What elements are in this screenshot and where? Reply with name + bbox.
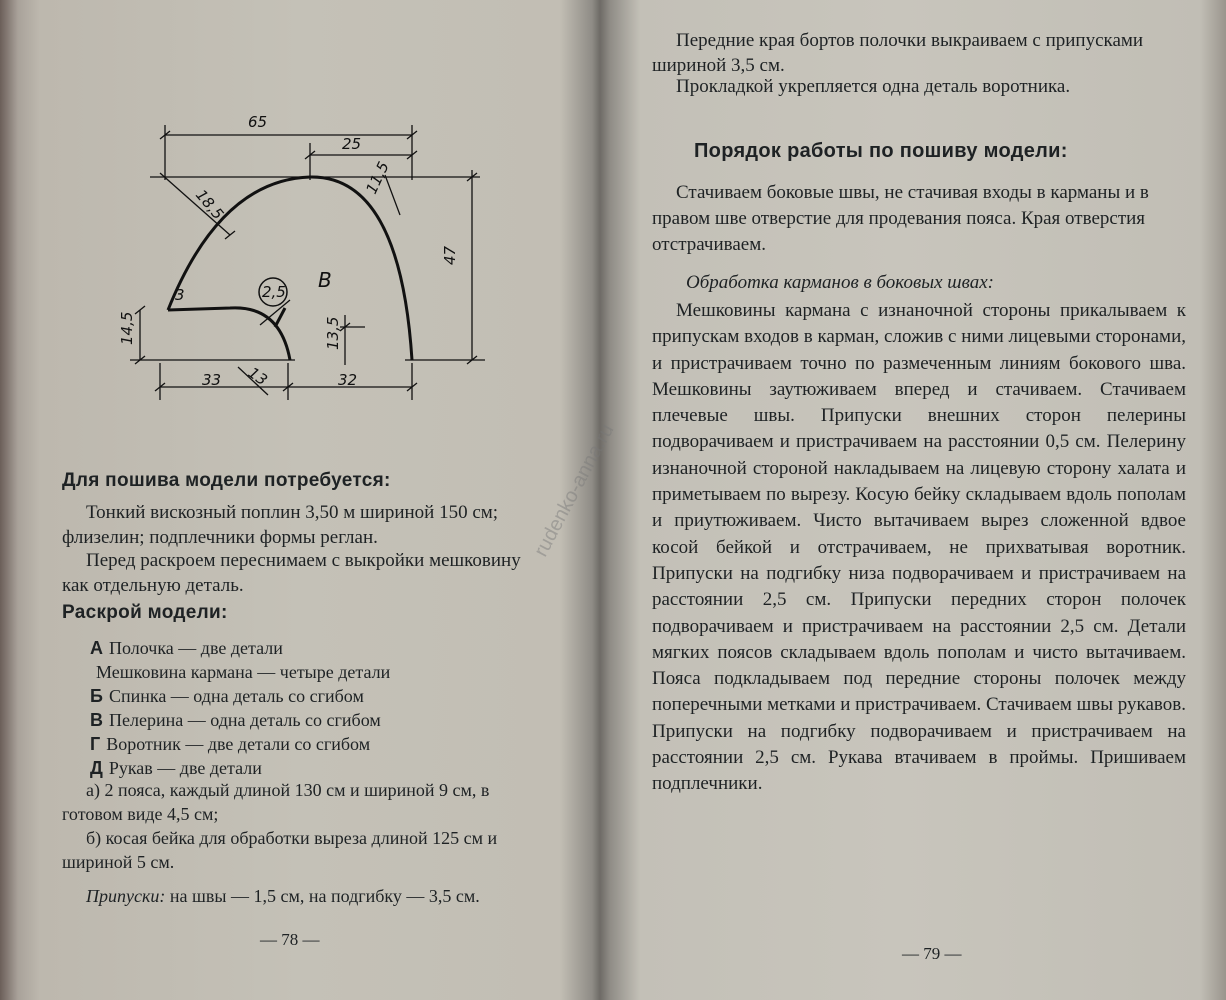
dim-circle: 2,5 [262, 283, 286, 301]
list-item: А Полочка — две детали [90, 638, 283, 658]
right-page [602, 0, 1226, 1000]
allowances [62, 884, 540, 908]
pretext: Перед раскроем переснимаем с выкройки мешковину как отдельную деталь. [62, 550, 521, 596]
intro-2: Прокладкой укрепляется одна деталь воротника. [676, 76, 1071, 97]
allowances-text: на швы — 1,5 см, на подгибку — 3,5 см. [169, 886, 480, 906]
dim-left-height: 14,5 [118, 311, 136, 345]
dim-inner-slant: 13 [244, 363, 271, 390]
dim-right-slant: 11,5 [362, 158, 393, 197]
dim-inner-height: 13,5 [324, 316, 342, 350]
dim-left-slant: 18,5 [191, 186, 228, 224]
intro-1: Передние края бортов полочки выкраиваем с припусками шириной 3,5 см. [652, 30, 1144, 76]
para-2: Мешковины кармана с изнаночной стороны прикалываем к припускам входов в карман, сложив с ними лицевыми сторонами, и пристрачиваем точно по размеченным линиям бокового шва. Мешковины заутюживаем вперед и стачиваем. Стачиваем плечевые швы. Припуски внешних сторон пелерины подворачиваем и пристрачиваем на расстоянии 0,5 см. Пелерину изнаночной стороной накладываем на лицевую сторону халата и приметываем по вырезу. Косую бейку складываем вдоль пополам и приутюживаем. Чисто вытачиваем вырез сложенной вдвое косой бейкой и отстрачиваем, не прихватывая воротник. Припуски на подгибку низа подворачиваем и пристрачиваем на расстоянии 2,5 см. Припуски передних сторон полочек подворачиваем и пристрачиваем на расстоянии 2,5 см. Детали мягких поясов складываем вдоль пополам и чисто вытачиваем. Пояса подкладываем под передние стороны полочек между поперечными метками и пристрачиваем. Стачиваем швы рукавов. Припуски на подгибку подворачиваем и пристрачиваем на расстоянии 2,5 см. Рукава втачиваем в проймы. Пришиваем подплечники. [652, 300, 1186, 795]
list-item: В Пелерина — одна деталь со сгибом [90, 710, 381, 730]
materials-text: Тонкий вискозный поплин 3,50 м шириной 150 см; флизелин; подплечники формы реглан. [62, 502, 499, 548]
dim-bottom-right: 32 [338, 371, 358, 389]
dim-top-segment: 25 [342, 135, 362, 153]
list-item: Б Спинка — одна деталь со сгибом [90, 686, 364, 706]
list-item: Д Рукав — две детали [90, 758, 262, 778]
dim-bottom-left: 33 [202, 371, 222, 389]
left-page [0, 0, 598, 1000]
page-number-left: — 78 — [260, 930, 320, 949]
pattern-diagram [100, 95, 540, 425]
dim-height: 47 [441, 245, 459, 265]
allowances-label: Припуски: [86, 886, 166, 906]
list-item: Г Воротник — две детали со сгибом [90, 734, 371, 754]
subheading: Обработка карманов в боковых швах: [686, 272, 994, 293]
dim-top-width: 65 [248, 113, 268, 131]
cut-list [90, 636, 390, 780]
list-item: Мешковина кармана — четыре детали [96, 662, 391, 682]
pattern-svg [100, 95, 540, 425]
materials-heading: Для пошива модели потребуется: [62, 470, 391, 491]
part-letter: В [318, 268, 332, 292]
item-b: б) косая бейка для обработки выреза длиной 125 см и шириной 5 см. [62, 828, 498, 872]
cut-heading: Раскрой модели: [62, 602, 228, 623]
page-number-right: — 79 — [902, 944, 962, 963]
para-1: Стачиваем боковые швы, не стачивая входы в карманы и в правом шве отверстие для продевания пояса. Края отверстия отстрачиваем. [652, 182, 1149, 255]
dim-left-corner: 3 [175, 286, 185, 304]
work-heading: Порядок работы по пошиву модели: [694, 140, 1068, 162]
item-a: а) 2 пояса, каждый длиной 130 см и шириной 9 см, в готовом виде 4,5 см; [62, 780, 490, 824]
watermark: rudenko-anna.ru [530, 420, 619, 561]
